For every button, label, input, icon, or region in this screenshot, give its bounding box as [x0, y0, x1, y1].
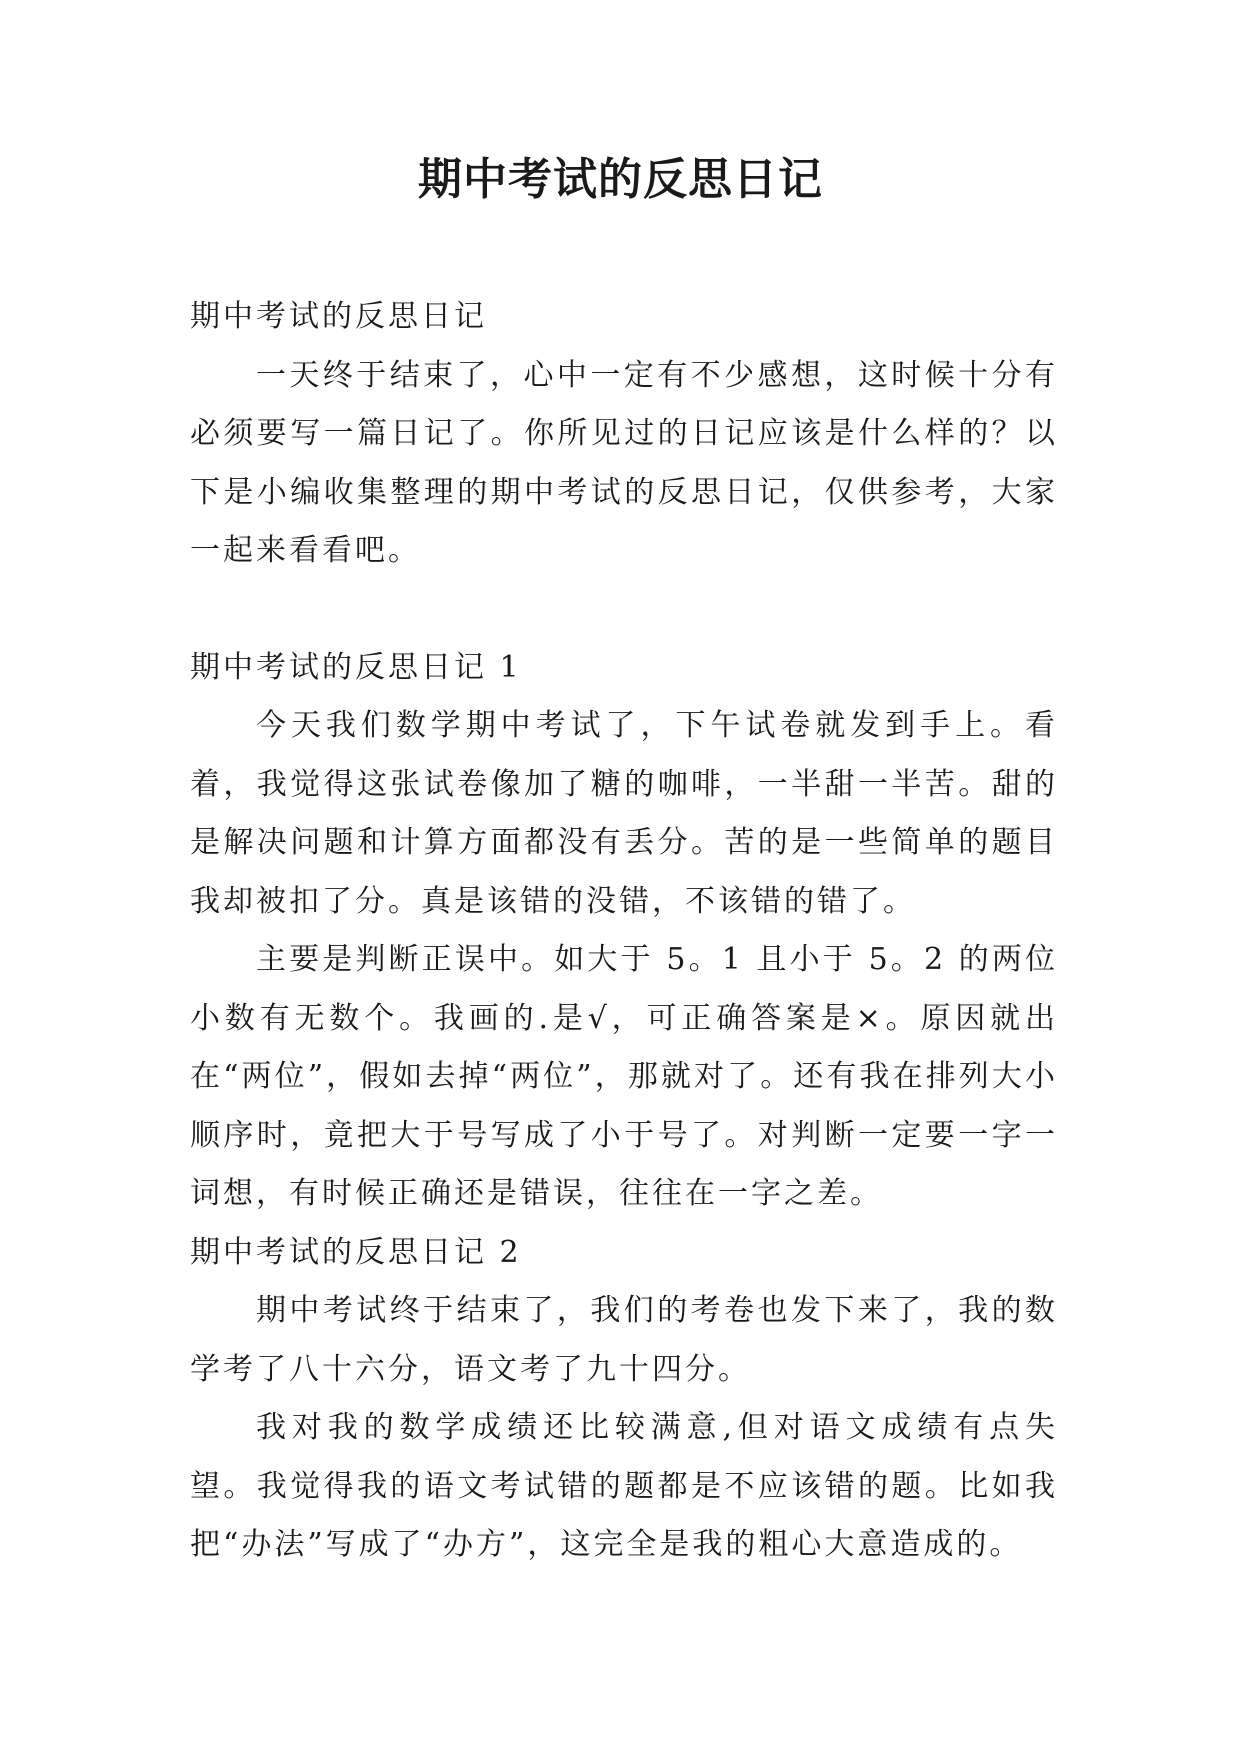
intro-paragraph: 一天终于结束了，心中一定有不少感想，这时候十分有必须要写一篇日记了。你所见过的日记应该是什么样的？以下是小编收集整理的期中考试的反思日记，仅供参考，大家一起来看看吧。	[190, 357, 1058, 568]
diary-1-heading: 期中考试的反思日记 1	[190, 649, 522, 685]
document-body	[190, 288, 1058, 1575]
diary-2-paragraph: 我对我的数学成绩还比较满意,但对语文成绩有点失望。我觉得我的语文考试错的题都是不应该错的题。比如我把“办法”写成了“办方”，这完全是我的粗心大意造成的。	[190, 1410, 1058, 1562]
diary-1-paragraph: 今天我们数学期中考试了，下午试卷就发到手上。看着，我觉得这张试卷像加了糖的咖啡，一半甜一半苦。甜的是解决问题和计算方面都没有丢分。苦的是一些简单的题目我却被扣了分。真是该错的没错，不该错的错了。	[190, 708, 1058, 919]
diary-2-paragraph: 期中考试终于结束了，我们的考卷也发下来了，我的数学考了八十六分，语文考了九十四分。	[190, 1293, 1058, 1387]
diary-1-paragraph: 主要是判断正误中。如大于 5。1 且小于 5。2 的两位小数有无数个。我画的.是√，可正确答案是×。原因就出在“两位”，假如去掉“两位”，那就对了。还有我在排列大小顺序时，竟把大于号写成了小于号了。对判断一定要一字一词想，有时候正确还是错误，往往在一字之差。	[190, 942, 1058, 1211]
document-title: 期中考试的反思日记	[418, 154, 823, 205]
intro-heading: 期中考试的反思日记	[190, 299, 487, 334]
diary-2-heading: 期中考试的反思日记 2	[190, 1234, 522, 1270]
